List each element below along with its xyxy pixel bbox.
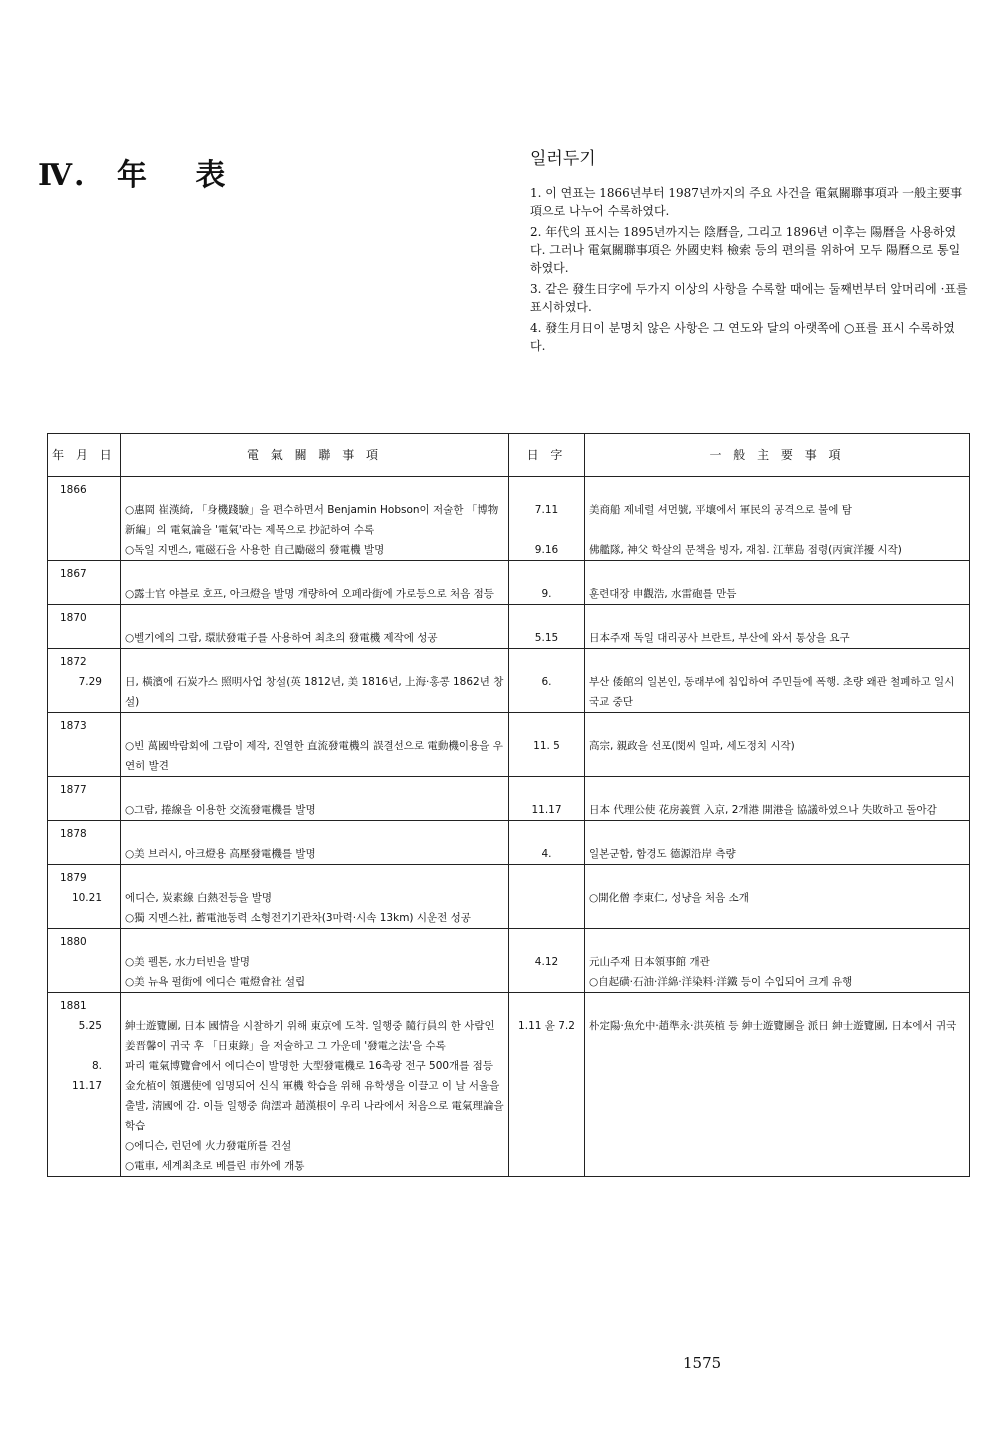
row-date [48,500,121,540]
row-date [48,993,121,1017]
row-date [48,540,121,561]
row-day [509,1156,585,1177]
row-electric-event [121,561,509,585]
page-number: 1575 [683,1354,722,1372]
row-electric-event: ○獨 지멘스社, 蓄電池동력 소형전기기관차(3마력·시속 13km) 시운전 성공 [121,908,509,929]
row-electric-event [121,993,509,1017]
note-item: 3. 같은 發生日字에 두가지 이상의 사항을 수록할 때에는 둘째번부터 앞머리에 ·표를 표시하였다. [530,282,968,314]
row-general-event [585,777,970,801]
row-electric-event: ○露士官 야블로 호프, 아크燈을 발명 개량하여 오페라街에 가로등으로 처음 점등 [121,584,509,605]
year-label: 1877 [60,784,87,796]
row-general-event [585,993,970,1017]
year-row [48,821,970,845]
row-general-event [585,605,970,629]
table-row [48,1136,970,1156]
row-electric-event: 파리 電氣博覽會에서 에디슨이 발명한 大型發電機로 16촉광 전구 500개를 점등 [121,1056,509,1076]
row-day [509,713,585,737]
year-label: 1866 [60,484,87,496]
table-row [48,952,970,972]
row-day [509,477,585,501]
table-row [48,844,970,865]
row-day: 9.16 [509,540,585,561]
row-day [509,649,585,673]
row-date: 5.25 [48,1016,121,1056]
note-item: 4. 發生月日이 분명치 않은 사항은 그 연도와 달의 아랫쪽에 ○표를 표시 수록하였다. [530,321,955,353]
row-date [48,584,121,605]
row-date [48,649,121,673]
row-date [48,952,121,972]
row-date [48,1136,121,1156]
row-general-event: 高宗, 親政을 선포(閔씨 일파, 세도정치 시작) [585,736,970,777]
row-general-event [585,1156,970,1177]
row-general-event: 元山주재 日本領事館 개관 [585,952,970,972]
row-day: 9. [509,584,585,605]
row-electric-event: 紳士遊覽團, 日本 國情을 시찰하기 위해 東京에 도착. 일행중 隨行員의 한 사람인 姜晋馨이 귀국 후 「日東錄」을 저술하고 그 가운데 '發電之法'을 수록 [121,1016,509,1056]
row-date [48,713,121,737]
row-day [509,605,585,629]
row-general-event: 美商船 제네럴 셔먼號, 平壤에서 軍民의 공격으로 불에 탐 [585,500,970,540]
year-row [48,605,970,629]
row-general-event: 朴定陽·魚允中·趙準永·洪英植 등 紳士遊覽團을 派日 紳士遊覽團, 日本에서 귀국 [585,1016,970,1056]
row-day: 6. [509,672,585,713]
row-date [48,865,121,889]
row-day: 11. 5 [509,736,585,777]
row-electric-event [121,477,509,501]
row-electric-event [121,649,509,673]
row-day: 11.17 [509,800,585,821]
row-date [48,1156,121,1177]
row-general-event: 훈련대장 申觀浩, 水雷砲를 만듬 [585,584,970,605]
row-day [509,888,585,908]
row-electric-event [121,713,509,737]
row-general-event: 日本 代理公使 花房義質 入京, 2개港 開港을 協議하였으나 失敗하고 돌아감 [585,800,970,821]
row-day [509,865,585,889]
row-general-event [585,1136,970,1156]
row-electric-event: ○빈 萬國박람회에 그람이 제작, 진열한 直流發電機의 誤결선으로 電動機이용을 우연히 발견 [121,736,509,777]
row-day [509,561,585,585]
row-day [509,908,585,929]
row-electric-event [121,865,509,889]
table-row [48,888,970,908]
year-label: 1873 [60,720,87,732]
table-header-row [48,434,970,477]
year-label: 1881 [60,1000,87,1012]
table-row [48,908,970,929]
year-row [48,713,970,737]
row-day [509,821,585,845]
year-row [48,477,970,501]
header-day: 日 字 [509,434,585,477]
row-date: 8. [48,1056,121,1076]
note-item: 2. 年代의 표시는 1895년까지는 陰曆을, 그리고 1896년 이후는 陽曆을 사용하였다. 그러나 電氣關聯事項은 外國史料 檢索 등의 편의를 위하여 모두 陽曆으로 통일하였다. [530,225,961,275]
header-date: 年 月 日 [48,434,121,477]
row-date: 10.21 [48,888,121,908]
row-date [48,800,121,821]
row-date [48,972,121,993]
note-item: 1. 이 연표는 1866년부터 1987년까지의 주요 사건을 電氣關聯事項과 一般主要事項으로 나누어 수록하였다. [530,186,963,218]
table-row [48,584,970,605]
row-general-event [585,1056,970,1076]
row-date [48,605,121,629]
row-general-event [585,908,970,929]
row-day: 4.12 [509,952,585,972]
row-date [48,908,121,929]
chapter-title-char-1: 年 [116,158,149,193]
row-general-event [585,865,970,889]
row-general-event [585,929,970,953]
year-label: 1880 [60,936,87,948]
row-general-event: 부산 倭館의 일본인, 동래부에 침입하여 주민들에 폭행. 초량 왜관 철폐하고 일시 국교 중단 [585,672,970,713]
table-row [48,1016,970,1056]
row-electric-event [121,605,509,629]
table-row [48,1056,970,1076]
table-row [48,500,970,540]
row-general-event [585,1076,970,1136]
row-general-event [585,713,970,737]
row-electric-event [121,929,509,953]
row-date: 7.29 [48,672,121,713]
row-electric-event: ○美 브러시, 아크燈용 高壓發電機를 발명 [121,844,509,865]
row-day [509,972,585,993]
row-electric-event: ○그람, 捲線을 이용한 交流發電機를 발명 [121,800,509,821]
table-row [48,800,970,821]
row-general-event: 佛艦隊, 神父 학살의 문책을 빙자, 재침. 江華島 점령(丙寅洋擾 시작) [585,540,970,561]
row-date [48,821,121,845]
table-row [48,736,970,777]
row-day: 7.11 [509,500,585,540]
header-general: 一 般 主 要 事 項 [585,434,970,477]
row-electric-event: ○美 뉴욕 펄街에 에디슨 電燈會社 설립 [121,972,509,993]
row-day: 4. [509,844,585,865]
row-day [509,1056,585,1076]
table-row [48,672,970,713]
row-electric-event: 日, 橫濱에 石炭가스 照明사업 창설(英 1812년, 美 1816년, 上海·홍콩 1862년 창설) [121,672,509,713]
header-electric: 電 氣 關 聯 事 項 [121,434,509,477]
year-label: 1872 [60,656,87,668]
row-electric-event: 金允植이 領選使에 임명되어 신식 軍機 학습을 위해 유학생을 이끌고 이 날 서울을 출발, 淸國에 감. 이들 일행중 尙澐과 趙漢根이 우리 나라에서 처음으로 電氣理論을 학습 [121,1076,509,1136]
row-electric-event [121,777,509,801]
row-day: 5.15 [509,628,585,649]
year-label: 1867 [60,568,87,580]
row-date [48,929,121,953]
row-electric-event: 에디슨, 炭素線 白熱전등을 발명 [121,888,509,908]
row-date [48,736,121,777]
row-electric-event: ○독일 지멘스, 電磁石을 사용한 自己勵磁의 發電機 발명 [121,540,509,561]
row-electric-event: ○美 펠톤, 水力터빈을 발명 [121,952,509,972]
year-label: 1870 [60,612,87,624]
year-row [48,865,970,889]
year-label: 1878 [60,828,87,840]
row-date [48,844,121,865]
table-row [48,1076,970,1136]
row-date [48,561,121,585]
row-electric-event [121,821,509,845]
row-general-event [585,649,970,673]
row-date: 11.17 [48,1076,121,1136]
year-row [48,777,970,801]
row-date [48,628,121,649]
row-general-event: 日本주재 독일 대리공사 브란트, 부산에 와서 통상을 요구 [585,628,970,649]
chapter-title [38,150,227,194]
row-day [509,929,585,953]
row-general-event: ○自起磺·石油·洋綿·洋染料·洋鐵 등이 수입되어 크게 유행 [585,972,970,993]
row-day [509,993,585,1017]
row-day: 1.11 윤 7.2 [509,1016,585,1056]
row-general-event: ○開化僧 李東仁, 성냥을 처음 소개 [585,888,970,908]
row-general-event [585,477,970,501]
notes-section [530,150,970,355]
row-electric-event: ○電車, 세계최초로 베를린 市外에 개통 [121,1156,509,1177]
table-row [48,1156,970,1177]
year-row [48,993,970,1017]
table-row [48,540,970,561]
row-general-event: 일본군함, 함경도 德源沿岸 측량 [585,844,970,865]
year-row [48,561,970,585]
row-day [509,1076,585,1136]
table-body [48,477,970,1177]
year-row [48,929,970,953]
row-electric-event: ○에디슨, 런던에 火力發電所를 건설 [121,1136,509,1156]
row-date [48,777,121,801]
row-day [509,1136,585,1156]
table-row [48,628,970,649]
notes-heading: 일러두기 [530,149,596,169]
row-electric-event: ○惠岡 崔漢綺, 「身機踐驗」을 편수하면서 Benjamin Hobson이 저술한 「博物新編」의 電氣論을 '電氣'라는 제목으로 抄記하여 수록 [121,500,509,540]
chronology-table [47,433,970,1177]
row-date [48,477,121,501]
row-day [509,777,585,801]
chapter-numeral: Ⅳ. [38,158,87,193]
year-row [48,649,970,673]
row-electric-event: ○벨기에의 그람, 環狀發電子를 사용하여 최초의 發電機 제작에 성공 [121,628,509,649]
table-row [48,972,970,993]
row-general-event [585,821,970,845]
notes-list [530,184,970,355]
year-label: 1879 [60,872,87,884]
row-general-event [585,561,970,585]
chapter-title-char-2: 表 [195,158,228,193]
